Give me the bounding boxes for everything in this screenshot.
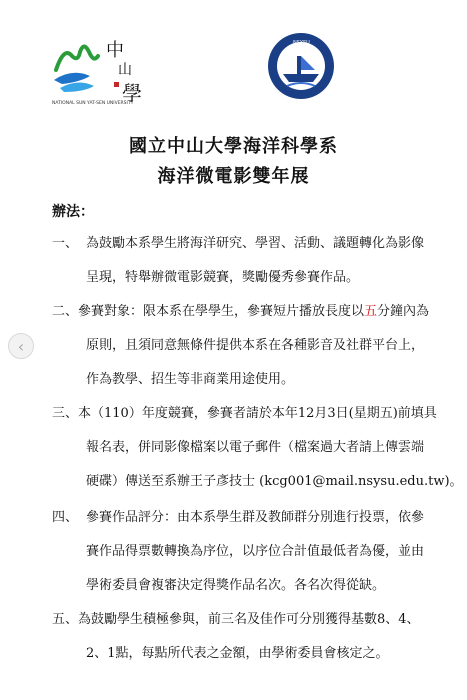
- svg-text:NATIONAL SUN YAT-SEN UNIVERSIT: NATIONAL SUN YAT-SEN UNIVERSITY: [52, 101, 134, 106]
- document-title: 國立中山大學海洋科學系: [129, 136, 338, 157]
- item-4-line-3: 學術委員會複審決定得獎作品名次。各名次得從缺。: [86, 578, 386, 593]
- item-2-number: 二、: [52, 304, 79, 319]
- previous-page-button[interactable]: [8, 333, 34, 359]
- svg-text:NSYSU: NSYSU: [293, 40, 310, 46]
- item-3-line-3: 硬碟）傳送至系辦王子彥技士 (kcg001@mail.nsysu.edu.tw)。: [86, 474, 463, 489]
- item-2-line-2: 原則，且須同意無條件提供本系在各種影音及社群平台上，: [86, 338, 425, 353]
- department-seal-icon: [265, 30, 337, 102]
- method-heading: 辦法：: [52, 204, 94, 220]
- item-3-line-2: 報名表，併同影像檔案以電子郵件（檔案過大者請上傳雲端: [86, 440, 425, 455]
- item-5-line-2: 2、1點，每點所代表之金額，由學術委員會核定之。: [86, 646, 389, 661]
- item-1-line-2: 呈現，特舉辦微電影競賽，獎勵優秀參賽作品。: [86, 270, 360, 285]
- item-5-line-1: 為鼓勵學生積極參與，前三名及佳作可分別獲得基數8、4、: [78, 612, 420, 627]
- svg-text:學: 學: [122, 81, 142, 105]
- department-logo: [265, 30, 337, 102]
- item-1-line-1: 為鼓勵本系學生將海洋研究、學習、活動、議題轉化為影像: [86, 236, 425, 251]
- svg-text:中: 中: [106, 40, 124, 61]
- item-4-line-2: 賽作品得票數轉換為序位，以序位合計值最低者為優，並由: [86, 544, 425, 559]
- item-2-line-1-text: 參賽對象：限本系在學學生，參賽短片播放長度以: [78, 304, 365, 319]
- svg-text:山: 山: [118, 62, 132, 78]
- item-2-line-1-tail: 分鐘內為: [377, 304, 430, 319]
- document-subtitle: 海洋微電影雙年展: [157, 166, 310, 187]
- item-2-line-1: [78, 304, 429, 320]
- item-4-line-1: 參賽作品評分：由本系學生群及教師群分別進行投票，依參: [86, 510, 425, 525]
- university-logo: [50, 34, 152, 110]
- item-1-number: 一、: [52, 236, 79, 251]
- item-3-number: 三、: [52, 406, 79, 421]
- item-3-line-1: 本（110）年度競賽，參賽者請於本年12月3日(星期五)前填具: [78, 406, 437, 421]
- item-5-number: 五、: [52, 612, 79, 627]
- duration-highlight: 五: [364, 304, 378, 319]
- item-2-line-3: 作為教學、招生等非商業用途使用。: [86, 372, 295, 387]
- item-4-number: 四、: [52, 510, 79, 525]
- chevron-left-icon: ‹: [17, 336, 25, 356]
- university-logo-icon: [50, 34, 152, 110]
